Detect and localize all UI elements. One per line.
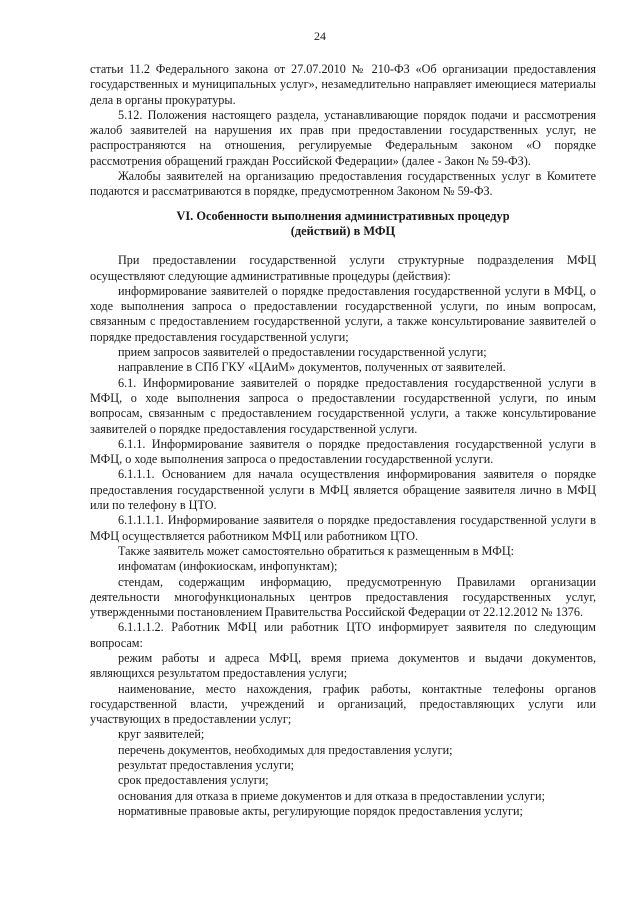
paragraph: Жалобы заявителей на организацию предоставления государственных услуг в Комитете подаются и рассматриваются в порядке, предусмотренном Законом № 59-ФЗ.: [90, 169, 596, 199]
paragraph: круг заявителей;: [118, 727, 205, 742]
paragraph: информирование заявителей о порядке предоставления государственной услуги в МФЦ, о ходе выполнения запроса о предоставлении государственной услуги, по иным вопросам, связанным с предоставлением государственной услуги, а также консультирование заявителей о порядке предоставления государственной услуги;: [90, 283, 596, 344]
paragraph: 6.1. Информирование заявителей о порядке предоставления государственной услуги в МФЦ, о ходе выполнения запроса о предоставлении государственной услуги, по иным вопросам, связанным с предоставлением государственной услуги, а также консультирование заявителей о порядке предоставления государственной услуги.: [90, 375, 596, 436]
paragraph: прием запросов заявителей о предоставлении государственной услуги;: [118, 345, 487, 360]
section-body-block: [90, 253, 596, 819]
paragraph: 6.1.1.1.1. Информирование заявителя о порядке предоставления государственной услуги в МФЦ осуществляется работником МФЦ или работником ЦТО.: [90, 513, 596, 543]
paragraph: наименование, место нахождения, график работы, контактные телефоны органов государственной власти, учреждений и организаций, предоставляющих услуги или участвующих в предоставлении услуг;: [90, 681, 596, 727]
paragraph: 5.12. Положения настоящего раздела, устанавливающие порядок подачи и рассмотрения жалоб заявителей на нарушения их прав при предоставлении государственных услуг, не распространяются на отношения, регулируемые Федеральным законом «О порядке рассмотрения обращений граждан Российской Федерации» (далее - Закон № 59-ФЗ).: [90, 107, 596, 168]
section-heading-line-2: (действий) в МФЦ: [290, 223, 396, 238]
paragraph: стендам, содержащим информацию, предусмотренную Правилами организации деятельности многофункциональных центров предоставления государственных услуг, утвержденными постановлением Правительства Российской Федерации от 22.12.2012 № 1376.: [90, 574, 596, 620]
paragraph: Также заявитель может самостоятельно обратиться к размещенным в МФЦ:: [118, 543, 515, 558]
paragraph: направление в СПб ГКУ «ЦАиМ» документов, полученных от заявителей.: [118, 360, 506, 375]
paragraph: результат предоставления услуги;: [118, 758, 295, 773]
paragraph: перечень документов, необходимых для предоставления услуги;: [118, 742, 453, 757]
paragraph: срок предоставления услуги;: [118, 773, 269, 788]
paragraph: нормативные правовые акты, регулирующие порядок предоставления услуги;: [118, 803, 523, 818]
article-top-block: [90, 62, 596, 200]
paragraph: При предоставлении государственной услуги структурные подразделения МФЦ осуществляют следующие административные процедуры (действия):: [90, 253, 596, 283]
paragraph: статьи 11.2 Федерального закона от 27.07.2010 № 210-ФЗ «Об организации предоставления государственных и муниципальных услуг», незамедлительно направляет имеющиеся материалы дела в органы прокуратуры.: [90, 62, 596, 107]
paragraph: 6.1.1. Информирование заявителя о порядке предоставления государственной услуги в МФЦ, о ходе выполнения запроса о предоставлении государственной услуги.: [90, 436, 596, 467]
paragraph: режим работы и адреса МФЦ, время приема документов и выдачи документов, являющихся результатом предоставления услуги;: [90, 650, 596, 681]
paragraph: основания для отказа в приеме документов и для отказа в предоставлении услуги;: [118, 788, 545, 803]
page-number: 24: [314, 29, 326, 43]
paragraph: 6.1.1.1. Основанием для начала осуществления информирования заявителя о порядке предоставления государственной услуги в МФЦ является обращение заявителя лично в МФЦ или по телефону в ЦТО.: [90, 467, 596, 513]
paragraph: инфоматам (инфокиоскам, инфопунктам);: [118, 559, 338, 574]
paragraph: 6.1.1.1.2. Работник МФЦ или работник ЦТО информирует заявителя по следующим вопросам:: [90, 620, 596, 650]
section-heading-line-1: VI. Особенности выполнения административных процедур: [176, 208, 510, 223]
section-heading: [90, 209, 596, 240]
document-body: [90, 62, 596, 819]
